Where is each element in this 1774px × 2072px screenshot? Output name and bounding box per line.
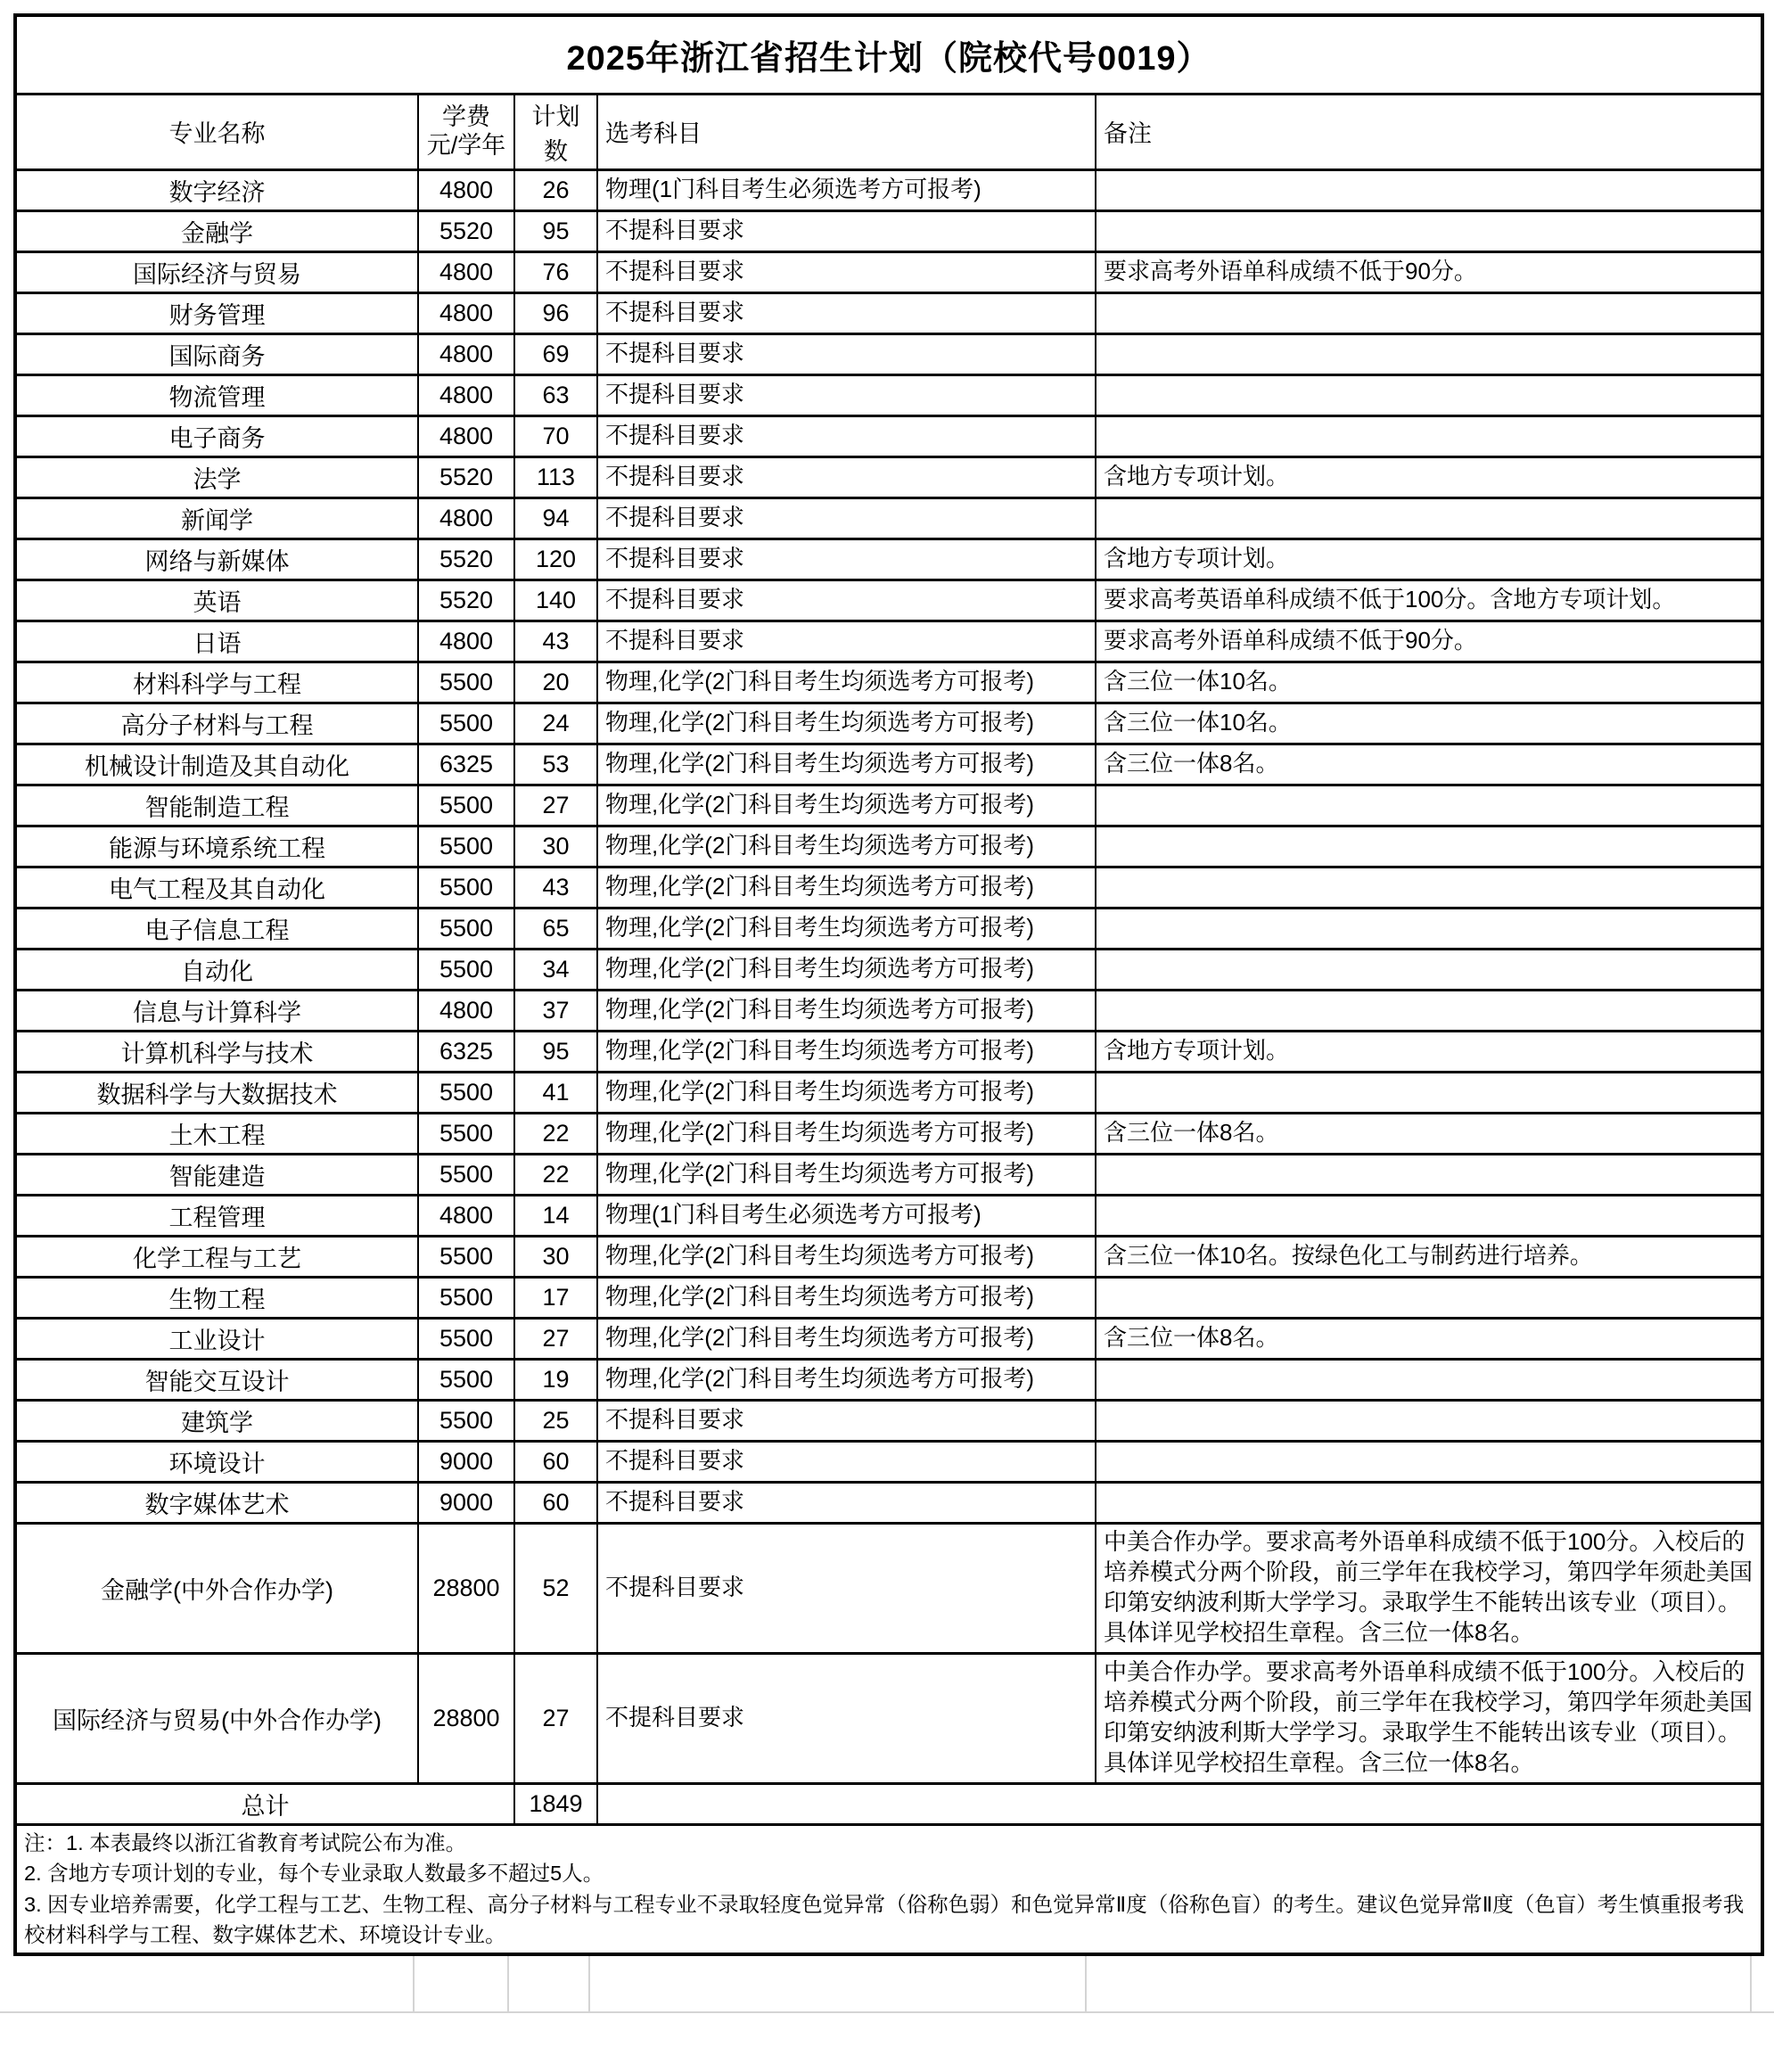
plan-count-cell: 20 (514, 662, 597, 703)
plan-count-cell: 41 (514, 1072, 597, 1113)
table-row (15, 497, 1762, 539)
subjects-cell: 物理,化学(2门科目考生均须选考方可报考) (597, 1277, 1096, 1318)
table-row (15, 1318, 1762, 1359)
empty-grid-cell (1752, 1956, 1774, 2011)
tuition-cell: 5520 (418, 456, 514, 497)
remark-cell (1096, 415, 1762, 456)
plan-count-cell: 19 (514, 1359, 597, 1400)
major-name-cell: 网络与新媒体 (15, 539, 418, 580)
subjects-cell: 不提科目要求 (597, 1441, 1096, 1482)
tuition-header-line2: 元/学年 (426, 131, 506, 159)
admission-plan-table (13, 13, 1764, 1956)
col-header-subjects: 选考科目 (597, 94, 1096, 169)
plan-count-cell: 96 (514, 292, 597, 333)
plan-count-cell: 43 (514, 867, 597, 908)
major-name-cell: 土木工程 (15, 1113, 418, 1154)
table-body (15, 169, 1762, 1783)
table-row (15, 744, 1762, 785)
tuition-cell: 28800 (418, 1523, 514, 1653)
plan-count-cell: 63 (514, 374, 597, 415)
remark-cell (1096, 1400, 1762, 1441)
table-row (15, 456, 1762, 497)
major-name-cell: 金融学(中外合作办学) (15, 1523, 418, 1653)
tuition-cell: 4800 (418, 333, 514, 374)
tuition-cell: 5500 (418, 1072, 514, 1113)
major-name-cell: 信息与计算科学 (15, 990, 418, 1031)
plan-count-cell: 22 (514, 1113, 597, 1154)
table-row (15, 1113, 1762, 1154)
major-name-cell: 电子商务 (15, 415, 418, 456)
remark-cell (1096, 785, 1762, 826)
subjects-cell: 物理,化学(2门科目考生均须选考方可报考) (597, 785, 1096, 826)
remark-cell (1096, 1359, 1762, 1400)
subjects-cell: 物理,化学(2门科目考生均须选考方可报考) (597, 1236, 1096, 1277)
plan-count-cell: 27 (514, 1653, 597, 1783)
remark-cell: 中美合作办学。要求高考外语单科成绩不低于100分。入校后的培养模式分两个阶段，前三学年在我校学习，第四学年须赴美国印第安纳波利斯大学学习。录取学生不能转出该专业（项目）。具体详见学校招生章程。含三位一体8名。 (1096, 1653, 1762, 1783)
subjects-cell: 不提科目要求 (597, 580, 1096, 621)
remark-cell: 含地方专项计划。 (1096, 539, 1762, 580)
remark-cell: 含三位一体10名。按绿色化工与制药进行培养。 (1096, 1236, 1762, 1277)
subjects-cell: 不提科目要求 (597, 1523, 1096, 1653)
subjects-cell: 不提科目要求 (597, 456, 1096, 497)
remark-cell: 含地方专项计划。 (1096, 1031, 1762, 1072)
remark-cell (1096, 374, 1762, 415)
total-label: 总计 (15, 1783, 514, 1824)
note-line-3: 3. 因专业培养需要，化学工程与工艺、生物工程、高分子材料与工程专业不录取轻度色觉异常（俗称色弱）和色觉异常Ⅱ度（俗称色盲）的考生。建议色觉异常Ⅱ度（色盲）考生慎重报考我校材料科学与工程、数字媒体艺术、环境设计专业。 (24, 1892, 1745, 1947)
plan-count-cell: 120 (514, 539, 597, 580)
plan-count-cell: 14 (514, 1195, 597, 1236)
subjects-cell: 不提科目要求 (597, 497, 1096, 539)
remark-cell: 要求高考外语单科成绩不低于90分。 (1096, 251, 1762, 292)
major-name-cell: 工业设计 (15, 1318, 418, 1359)
remark-cell (1096, 949, 1762, 990)
note-line-2: 2. 含地方专项计划的专业，每个专业录取人数最多不超过5人。 (24, 1862, 604, 1886)
table-row (15, 1072, 1762, 1113)
remark-cell (1096, 1072, 1762, 1113)
tuition-cell: 5500 (418, 1318, 514, 1359)
remark-cell (1096, 1277, 1762, 1318)
remark-cell (1096, 1195, 1762, 1236)
major-name-cell: 物流管理 (15, 374, 418, 415)
plan-count-cell: 37 (514, 990, 597, 1031)
major-name-cell: 建筑学 (15, 1400, 418, 1441)
tuition-cell: 5500 (418, 826, 514, 867)
table-row (15, 1031, 1762, 1072)
subjects-cell: 物理,化学(2门科目考生均须选考方可报考) (597, 1113, 1096, 1154)
remark-cell: 含三位一体8名。 (1096, 744, 1762, 785)
plan-count-cell: 17 (514, 1277, 597, 1318)
major-name-cell: 数字经济 (15, 169, 418, 210)
tuition-cell: 28800 (418, 1653, 514, 1783)
subjects-cell: 不提科目要求 (597, 1400, 1096, 1441)
table-row (15, 990, 1762, 1031)
table-row (15, 251, 1762, 292)
major-name-cell: 计算机科学与技术 (15, 1031, 418, 1072)
tuition-cell: 4800 (418, 621, 514, 662)
table-row (15, 415, 1762, 456)
note-line-1: 注：1. 本表最终以浙江省教育考试院公布为准。 (24, 1830, 467, 1854)
table-row (15, 333, 1762, 374)
tuition-cell: 6325 (418, 1031, 514, 1072)
plan-count-cell: 69 (514, 333, 597, 374)
major-name-cell: 工程管理 (15, 1195, 418, 1236)
tuition-cell: 5500 (418, 1154, 514, 1195)
major-name-cell: 机械设计制造及其自动化 (15, 744, 418, 785)
remark-cell: 要求高考外语单科成绩不低于90分。 (1096, 621, 1762, 662)
remark-cell (1096, 169, 1762, 210)
plan-count-cell: 95 (514, 1031, 597, 1072)
tuition-cell: 5520 (418, 210, 514, 251)
col-header-remark: 备注 (1096, 94, 1762, 169)
tuition-header-line1: 学费 (442, 103, 490, 131)
major-name-cell: 国际经济与贸易(中外合作办学) (15, 1653, 418, 1783)
subjects-cell: 物理,化学(2门科目考生均须选考方可报考) (597, 826, 1096, 867)
table-row (15, 867, 1762, 908)
table-row (15, 1236, 1762, 1277)
remark-cell (1096, 990, 1762, 1031)
subjects-cell: 物理,化学(2门科目考生均须选考方可报考) (597, 1154, 1096, 1195)
col-header-tuition (418, 94, 514, 169)
table-row (15, 826, 1762, 867)
plan-count-cell: 27 (514, 785, 597, 826)
tuition-cell: 5500 (418, 1359, 514, 1400)
plan-count-cell: 94 (514, 497, 597, 539)
tuition-cell: 4800 (418, 990, 514, 1031)
remark-cell: 含三位一体8名。 (1096, 1318, 1762, 1359)
plan-count-cell: 30 (514, 1236, 597, 1277)
plan-count-cell: 113 (514, 456, 597, 497)
plan-count-cell: 22 (514, 1154, 597, 1195)
plan-count-cell: 53 (514, 744, 597, 785)
tuition-cell: 5520 (418, 539, 514, 580)
remark-cell: 中美合作办学。要求高考外语单科成绩不低于100分。入校后的培养模式分两个阶段，前三学年在我校学习，第四学年须赴美国印第安纳波利斯大学学习。录取学生不能转出该专业（项目）。具体详见学校招生章程。含三位一体8名。 (1096, 1523, 1762, 1653)
subjects-cell: 物理(1门科目考生必须选考方可报考) (597, 1195, 1096, 1236)
tuition-cell: 5500 (418, 1113, 514, 1154)
subjects-cell: 物理,化学(2门科目考生均须选考方可报考) (597, 908, 1096, 949)
major-name-cell: 环境设计 (15, 1441, 418, 1482)
table-row (15, 292, 1762, 333)
major-name-cell: 国际商务 (15, 333, 418, 374)
notes-row (15, 1824, 1762, 1954)
major-name-cell: 法学 (15, 456, 418, 497)
subjects-cell: 不提科目要求 (597, 415, 1096, 456)
tuition-cell: 5500 (418, 867, 514, 908)
remark-cell (1096, 210, 1762, 251)
plan-count-cell: 27 (514, 1318, 597, 1359)
table-head-section (15, 15, 1762, 169)
plan-count-cell: 65 (514, 908, 597, 949)
subjects-cell: 不提科目要求 (597, 292, 1096, 333)
table-row (15, 1441, 1762, 1482)
tuition-cell: 4800 (418, 374, 514, 415)
major-name-cell: 智能建造 (15, 1154, 418, 1195)
tuition-cell: 5500 (418, 1277, 514, 1318)
tuition-cell: 9000 (418, 1441, 514, 1482)
header-row (15, 94, 1762, 169)
total-count: 1849 (514, 1783, 597, 1824)
remark-cell (1096, 333, 1762, 374)
table-row (15, 169, 1762, 210)
remark-cell (1096, 1441, 1762, 1482)
table-row (15, 539, 1762, 580)
subjects-cell: 物理,化学(2门科目考生均须选考方可报考) (597, 662, 1096, 703)
subjects-cell: 物理,化学(2门科目考生均须选考方可报考) (597, 1072, 1096, 1113)
tuition-cell: 5500 (418, 908, 514, 949)
table-row (15, 1653, 1762, 1783)
major-name-cell: 生物工程 (15, 1277, 418, 1318)
subjects-cell: 物理,化学(2门科目考生均须选考方可报考) (597, 949, 1096, 990)
tuition-cell: 5500 (418, 1400, 514, 1441)
table-row (15, 908, 1762, 949)
plan-count-cell: 25 (514, 1400, 597, 1441)
major-name-cell: 日语 (15, 621, 418, 662)
tuition-cell: 5520 (418, 580, 514, 621)
plan-count-cell: 26 (514, 169, 597, 210)
tuition-cell: 4800 (418, 1195, 514, 1236)
tuition-cell: 9000 (418, 1482, 514, 1523)
table-row (15, 662, 1762, 703)
major-name-cell: 电气工程及其自动化 (15, 867, 418, 908)
plan-count-cell: 60 (514, 1482, 597, 1523)
remark-cell (1096, 292, 1762, 333)
col-header-plan-count: 计划数 (514, 94, 597, 169)
tuition-cell: 6325 (418, 744, 514, 785)
tuition-cell: 4800 (418, 292, 514, 333)
table-foot-section (15, 1783, 1762, 1954)
table-row (15, 210, 1762, 251)
plan-count-cell: 76 (514, 251, 597, 292)
subjects-cell: 物理,化学(2门科目考生均须选考方可报考) (597, 703, 1096, 744)
title-row (15, 15, 1762, 94)
col-header-major-name: 专业名称 (15, 94, 418, 169)
table-notes (15, 1824, 1762, 1954)
major-name-cell: 化学工程与工艺 (15, 1236, 418, 1277)
tuition-cell: 5500 (418, 1236, 514, 1277)
subjects-cell: 物理,化学(2门科目考生均须选考方可报考) (597, 1318, 1096, 1359)
table-row (15, 1277, 1762, 1318)
major-name-cell: 自动化 (15, 949, 418, 990)
subjects-cell: 不提科目要求 (597, 210, 1096, 251)
subjects-cell: 不提科目要求 (597, 1482, 1096, 1523)
tuition-cell: 4800 (418, 169, 514, 210)
table-row (15, 1359, 1762, 1400)
plan-count-cell: 95 (514, 210, 597, 251)
remark-cell (1096, 826, 1762, 867)
tuition-cell: 4800 (418, 415, 514, 456)
major-name-cell: 能源与环境系统工程 (15, 826, 418, 867)
subjects-cell: 物理,化学(2门科目考生均须选考方可报考) (597, 1359, 1096, 1400)
remark-cell: 要求高考英语单科成绩不低于100分。含地方专项计划。 (1096, 580, 1762, 621)
empty-grid-cell (0, 1956, 415, 2011)
plan-count-cell: 24 (514, 703, 597, 744)
major-name-cell: 数据科学与大数据技术 (15, 1072, 418, 1113)
subjects-cell: 不提科目要求 (597, 621, 1096, 662)
major-name-cell: 材料科学与工程 (15, 662, 418, 703)
subjects-cell: 物理,化学(2门科目考生均须选考方可报考) (597, 990, 1096, 1031)
table-row (15, 374, 1762, 415)
subjects-cell: 不提科目要求 (597, 251, 1096, 292)
table-row (15, 580, 1762, 621)
table-row (15, 703, 1762, 744)
table-row (15, 949, 1762, 990)
table-row (15, 1400, 1762, 1441)
remark-cell: 含三位一体8名。 (1096, 1113, 1762, 1154)
remark-cell (1096, 867, 1762, 908)
major-name-cell: 金融学 (15, 210, 418, 251)
tuition-cell: 5500 (418, 703, 514, 744)
remark-cell: 含地方专项计划。 (1096, 456, 1762, 497)
remark-cell: 含三位一体10名。 (1096, 703, 1762, 744)
table-row (15, 1482, 1762, 1523)
table-row (15, 1195, 1762, 1236)
subjects-cell: 不提科目要求 (597, 539, 1096, 580)
tuition-cell: 4800 (418, 251, 514, 292)
major-name-cell: 数字媒体艺术 (15, 1482, 418, 1523)
tuition-cell: 5500 (418, 785, 514, 826)
plan-count-cell: 60 (514, 1441, 597, 1482)
plan-count-cell: 43 (514, 621, 597, 662)
empty-grid-row (0, 1956, 1774, 2013)
plan-count-cell: 30 (514, 826, 597, 867)
remark-cell: 含三位一体10名。 (1096, 662, 1762, 703)
table-row (15, 785, 1762, 826)
major-name-cell: 新闻学 (15, 497, 418, 539)
remark-cell (1096, 497, 1762, 539)
major-name-cell: 英语 (15, 580, 418, 621)
tuition-cell: 4800 (418, 497, 514, 539)
subjects-cell: 物理,化学(2门科目考生均须选考方可报考) (597, 1031, 1096, 1072)
remark-cell (1096, 1154, 1762, 1195)
major-name-cell: 财务管理 (15, 292, 418, 333)
empty-grid-cell (509, 1956, 590, 2011)
plan-count-cell: 52 (514, 1523, 597, 1653)
subjects-cell: 不提科目要求 (597, 374, 1096, 415)
subjects-cell: 物理,化学(2门科目考生均须选考方可报考) (597, 867, 1096, 908)
remark-cell (1096, 1482, 1762, 1523)
empty-grid-cell (590, 1956, 1087, 2011)
total-row (15, 1783, 1762, 1824)
major-name-cell: 高分子材料与工程 (15, 703, 418, 744)
subjects-cell: 物理,化学(2门科目考生均须选考方可报考) (597, 744, 1096, 785)
plan-count-cell: 140 (514, 580, 597, 621)
page-title: 2025年浙江省招生计划（院校代号0019） (15, 15, 1762, 94)
table-row (15, 621, 1762, 662)
remark-cell (1096, 908, 1762, 949)
table-row (15, 1523, 1762, 1653)
tuition-cell: 5500 (418, 662, 514, 703)
subjects-cell: 物理(1门科目考生必须选考方可报考) (597, 169, 1096, 210)
major-name-cell: 智能交互设计 (15, 1359, 418, 1400)
table-row (15, 1154, 1762, 1195)
tuition-cell: 5500 (418, 949, 514, 990)
major-name-cell: 电子信息工程 (15, 908, 418, 949)
subjects-cell: 不提科目要求 (597, 333, 1096, 374)
major-name-cell: 国际经济与贸易 (15, 251, 418, 292)
subjects-cell: 不提科目要求 (597, 1653, 1096, 1783)
empty-grid-cell (1087, 1956, 1752, 2011)
total-empty-cell (597, 1783, 1762, 1824)
empty-grid-cell (415, 1956, 509, 2011)
plan-count-cell: 70 (514, 415, 597, 456)
plan-count-cell: 34 (514, 949, 597, 990)
major-name-cell: 智能制造工程 (15, 785, 418, 826)
